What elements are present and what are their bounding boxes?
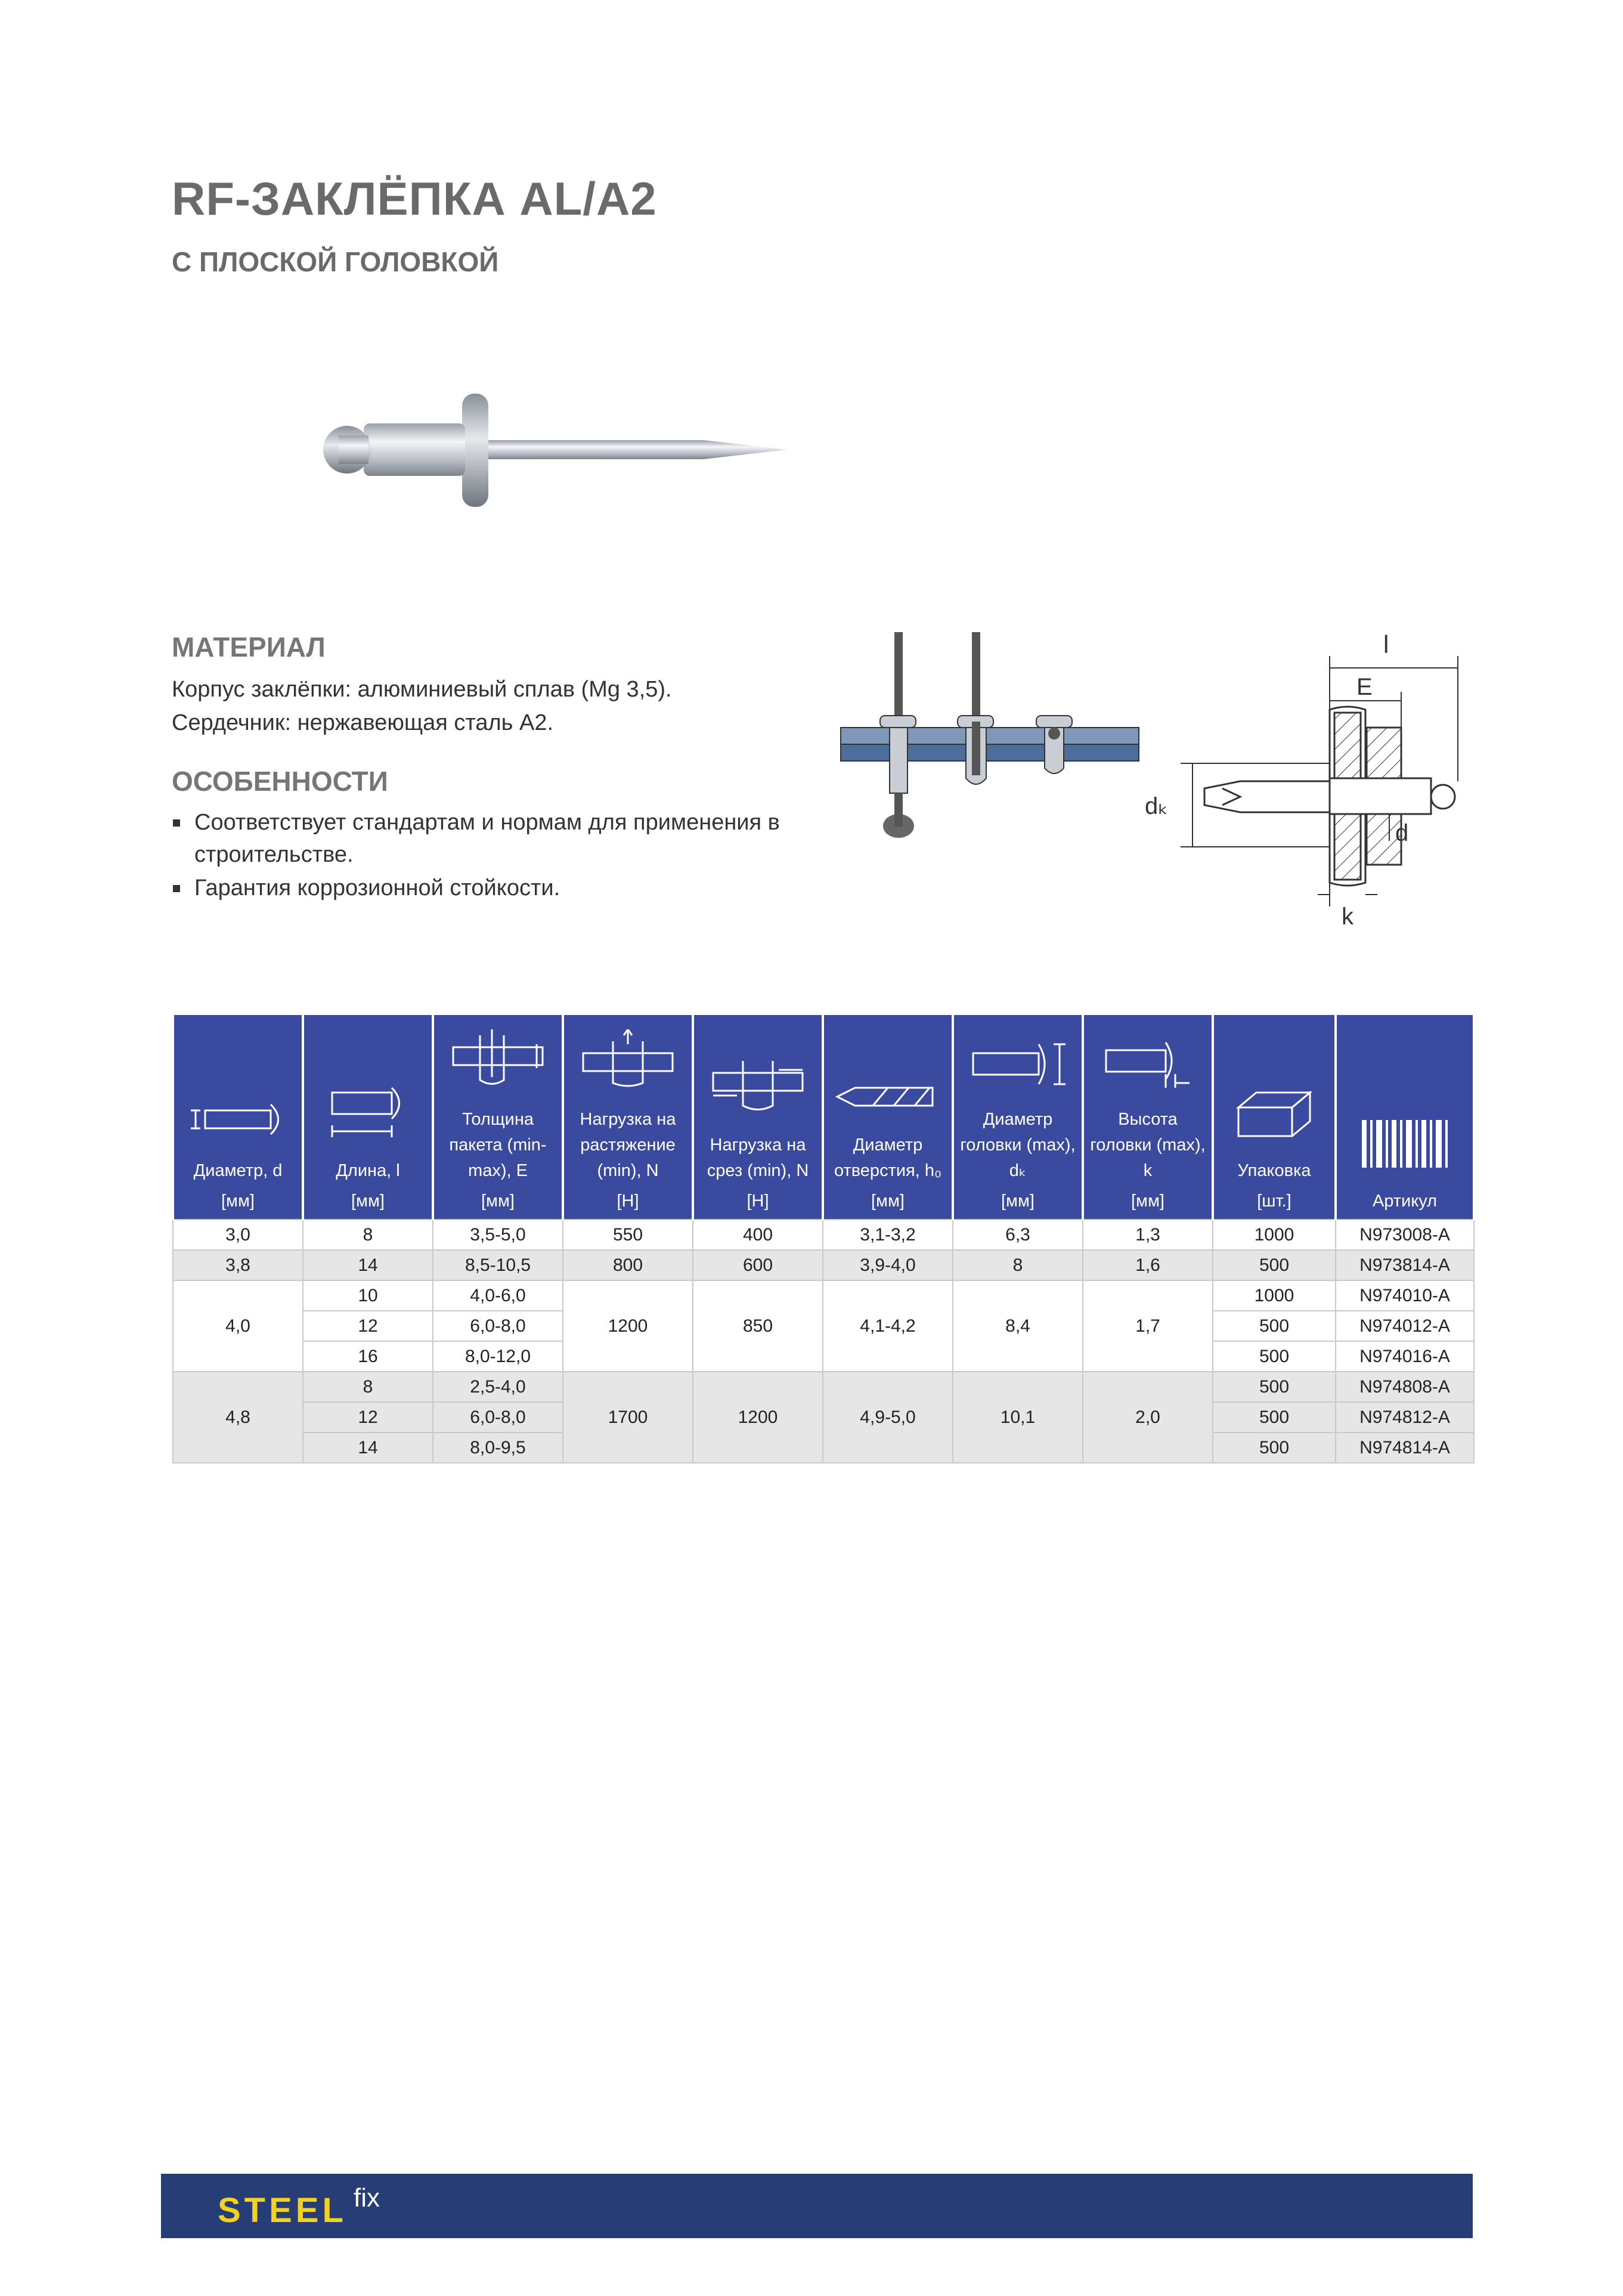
header-label: Нагрузка на срез (min), N bbox=[707, 1135, 809, 1180]
table-header-row bbox=[173, 1015, 1474, 1220]
col-grip bbox=[433, 1015, 563, 1220]
header-unit: [Н] bbox=[617, 1192, 639, 1211]
header-label: Диаметр головки (max), dₖ bbox=[960, 1110, 1076, 1180]
cell-tensile: 1700 bbox=[563, 1372, 693, 1463]
cell-package: 500 bbox=[1213, 1372, 1336, 1402]
col-shear bbox=[693, 1015, 823, 1220]
cell-length: 14 bbox=[303, 1250, 433, 1280]
cell-package: 500 bbox=[1213, 1432, 1336, 1463]
installation-stages-diagram bbox=[835, 626, 1145, 847]
cell-diameter: 3,8 bbox=[173, 1250, 303, 1280]
steelfix-logo bbox=[218, 2183, 414, 2230]
logo-main-text: STEEL bbox=[218, 2191, 347, 2230]
cell-package: 500 bbox=[1213, 1341, 1336, 1372]
header-label: Длина, l bbox=[336, 1161, 400, 1180]
cell-diameter: 4,0 bbox=[173, 1280, 303, 1372]
rivet-dimensions-diagram bbox=[1133, 632, 1467, 930]
page-title: RF-ЗАКЛЁПКА AL/A2 bbox=[172, 172, 657, 225]
header-label: Нагрузка на растяжение (min), N bbox=[580, 1110, 676, 1180]
cell-hole: 3,9-4,0 bbox=[823, 1250, 953, 1280]
header-label: Высота головки (max), k bbox=[1090, 1110, 1206, 1180]
cell-length: 8 bbox=[303, 1372, 433, 1402]
header-unit: [мм] bbox=[871, 1192, 905, 1211]
cell-article: N974812-A bbox=[1336, 1402, 1474, 1432]
cell-grip: 8,0-12,0 bbox=[433, 1341, 563, 1372]
cell-head-height: 1,3 bbox=[1083, 1220, 1213, 1250]
cell-package: 500 bbox=[1213, 1250, 1336, 1280]
rivet-product-image bbox=[310, 382, 799, 519]
header-label: Артикул bbox=[1372, 1192, 1438, 1211]
header-label: Диаметр отверстия, h₀ bbox=[834, 1135, 942, 1180]
table-row bbox=[173, 1372, 1474, 1402]
cell-diameter: 4,8 bbox=[173, 1372, 303, 1463]
cell-length: 8 bbox=[303, 1220, 433, 1250]
col-tensile bbox=[563, 1015, 693, 1220]
diameter-icon bbox=[187, 1099, 289, 1140]
col-head-height bbox=[1083, 1015, 1213, 1220]
cell-head-diameter: 10,1 bbox=[953, 1372, 1083, 1463]
cell-length: 14 bbox=[303, 1432, 433, 1463]
spec-table bbox=[172, 1015, 1475, 1463]
material-text bbox=[172, 673, 672, 739]
col-length bbox=[303, 1015, 433, 1220]
cell-length: 12 bbox=[303, 1311, 433, 1341]
cell-head-height: 1,6 bbox=[1083, 1250, 1213, 1280]
cell-hole: 4,9-5,0 bbox=[823, 1372, 953, 1463]
header-unit: [мм] bbox=[481, 1192, 515, 1211]
shear-icon bbox=[707, 1055, 809, 1115]
cell-head-diameter: 8,4 bbox=[953, 1280, 1083, 1372]
table-row bbox=[173, 1280, 1474, 1311]
cell-package: 1000 bbox=[1213, 1280, 1336, 1311]
cell-diameter: 3,0 bbox=[173, 1220, 303, 1250]
cell-grip: 8,0-9,5 bbox=[433, 1432, 563, 1463]
features-heading: ОСОБЕННОСТИ bbox=[172, 766, 388, 797]
barcode-icon bbox=[1357, 1117, 1452, 1171]
col-diameter bbox=[173, 1015, 303, 1220]
cell-package: 500 bbox=[1213, 1402, 1336, 1432]
cell-grip: 2,5-4,0 bbox=[433, 1372, 563, 1402]
cell-article: N974016-A bbox=[1336, 1341, 1474, 1372]
cell-head-diameter: 6,3 bbox=[953, 1220, 1083, 1250]
cell-tensile: 550 bbox=[563, 1220, 693, 1250]
cell-grip: 8,5-10,5 bbox=[433, 1250, 563, 1280]
material-core-line: Сердечник: нержавеющая сталь A2. bbox=[172, 710, 554, 735]
cell-length: 10 bbox=[303, 1280, 433, 1311]
cell-package: 1000 bbox=[1213, 1220, 1336, 1250]
header-label: Диаметр, d bbox=[193, 1161, 283, 1180]
box-icon bbox=[1232, 1087, 1316, 1140]
material-body-line: Корпус заклёпки: алюминиевый сплав (Mg 3,5). bbox=[172, 677, 672, 702]
cell-hole: 3,1-3,2 bbox=[823, 1220, 953, 1250]
length-icon bbox=[323, 1087, 413, 1140]
cell-shear: 600 bbox=[693, 1250, 823, 1280]
cell-package: 500 bbox=[1213, 1311, 1336, 1341]
head-diameter-label: dₖ bbox=[1145, 793, 1169, 819]
header-label: Толщина пакета (min-max), E bbox=[449, 1110, 547, 1180]
cell-article: N974012-A bbox=[1336, 1311, 1474, 1341]
cell-shear: 850 bbox=[693, 1280, 823, 1372]
page-subtitle: С ПЛОСКОЙ ГОЛОВКОЙ bbox=[172, 246, 499, 277]
diameter-label: d bbox=[1395, 820, 1409, 846]
header-unit: [шт.] bbox=[1257, 1192, 1291, 1211]
cell-article: N974814-A bbox=[1336, 1432, 1474, 1463]
col-package bbox=[1213, 1015, 1336, 1220]
cell-article: N974808-A bbox=[1336, 1372, 1474, 1402]
cell-tensile: 800 bbox=[563, 1250, 693, 1280]
cell-grip: 3,5-5,0 bbox=[433, 1220, 563, 1250]
list-item: Гарантия коррозионной стойкости. bbox=[172, 872, 822, 904]
col-hole-diameter bbox=[823, 1015, 953, 1220]
list-item: Соответствует стандартам и нормам для применения в строительстве. bbox=[172, 806, 822, 871]
header-unit: [мм] bbox=[221, 1192, 255, 1211]
cell-grip: 6,0-8,0 bbox=[433, 1311, 563, 1341]
header-unit: [мм] bbox=[1131, 1192, 1164, 1211]
length-label: l bbox=[1383, 632, 1389, 658]
cell-length: 12 bbox=[303, 1402, 433, 1432]
cell-tensile: 1200 bbox=[563, 1280, 693, 1372]
cell-hole: 4,1-4,2 bbox=[823, 1280, 953, 1372]
features-list bbox=[172, 806, 822, 905]
cell-head-diameter: 8 bbox=[953, 1250, 1083, 1280]
tensile-icon bbox=[577, 1029, 679, 1089]
cell-article: N973814-A bbox=[1336, 1250, 1474, 1280]
table-row bbox=[173, 1220, 1474, 1250]
cell-shear: 1200 bbox=[693, 1372, 823, 1463]
header-unit: [мм] bbox=[1001, 1192, 1034, 1211]
table-row bbox=[173, 1250, 1474, 1280]
cell-grip: 6,0-8,0 bbox=[433, 1402, 563, 1432]
cell-head-height: 2,0 bbox=[1083, 1372, 1213, 1463]
drill-icon bbox=[831, 1079, 944, 1115]
cell-article: N973008-A bbox=[1336, 1220, 1474, 1250]
cell-head-height: 1,7 bbox=[1083, 1280, 1213, 1372]
material-heading: МАТЕРИАЛ bbox=[172, 632, 326, 663]
header-unit: [мм] bbox=[351, 1192, 385, 1211]
head-diameter-icon bbox=[967, 1041, 1068, 1089]
head-height-icon bbox=[1100, 1041, 1195, 1089]
grip-label: E bbox=[1356, 674, 1373, 700]
head-height-label: k bbox=[1342, 903, 1353, 930]
cell-shear: 400 bbox=[693, 1220, 823, 1250]
col-head-diameter bbox=[953, 1015, 1083, 1220]
cell-article: N974010-A bbox=[1336, 1280, 1474, 1311]
cell-length: 16 bbox=[303, 1341, 433, 1372]
col-article bbox=[1336, 1015, 1474, 1220]
logo-sup-text: fix bbox=[354, 2183, 380, 2213]
header-unit: [Н] bbox=[747, 1192, 769, 1211]
header-label: Упаковка bbox=[1237, 1161, 1311, 1180]
cell-grip: 4,0-6,0 bbox=[433, 1280, 563, 1311]
grip-range-icon bbox=[447, 1029, 549, 1089]
